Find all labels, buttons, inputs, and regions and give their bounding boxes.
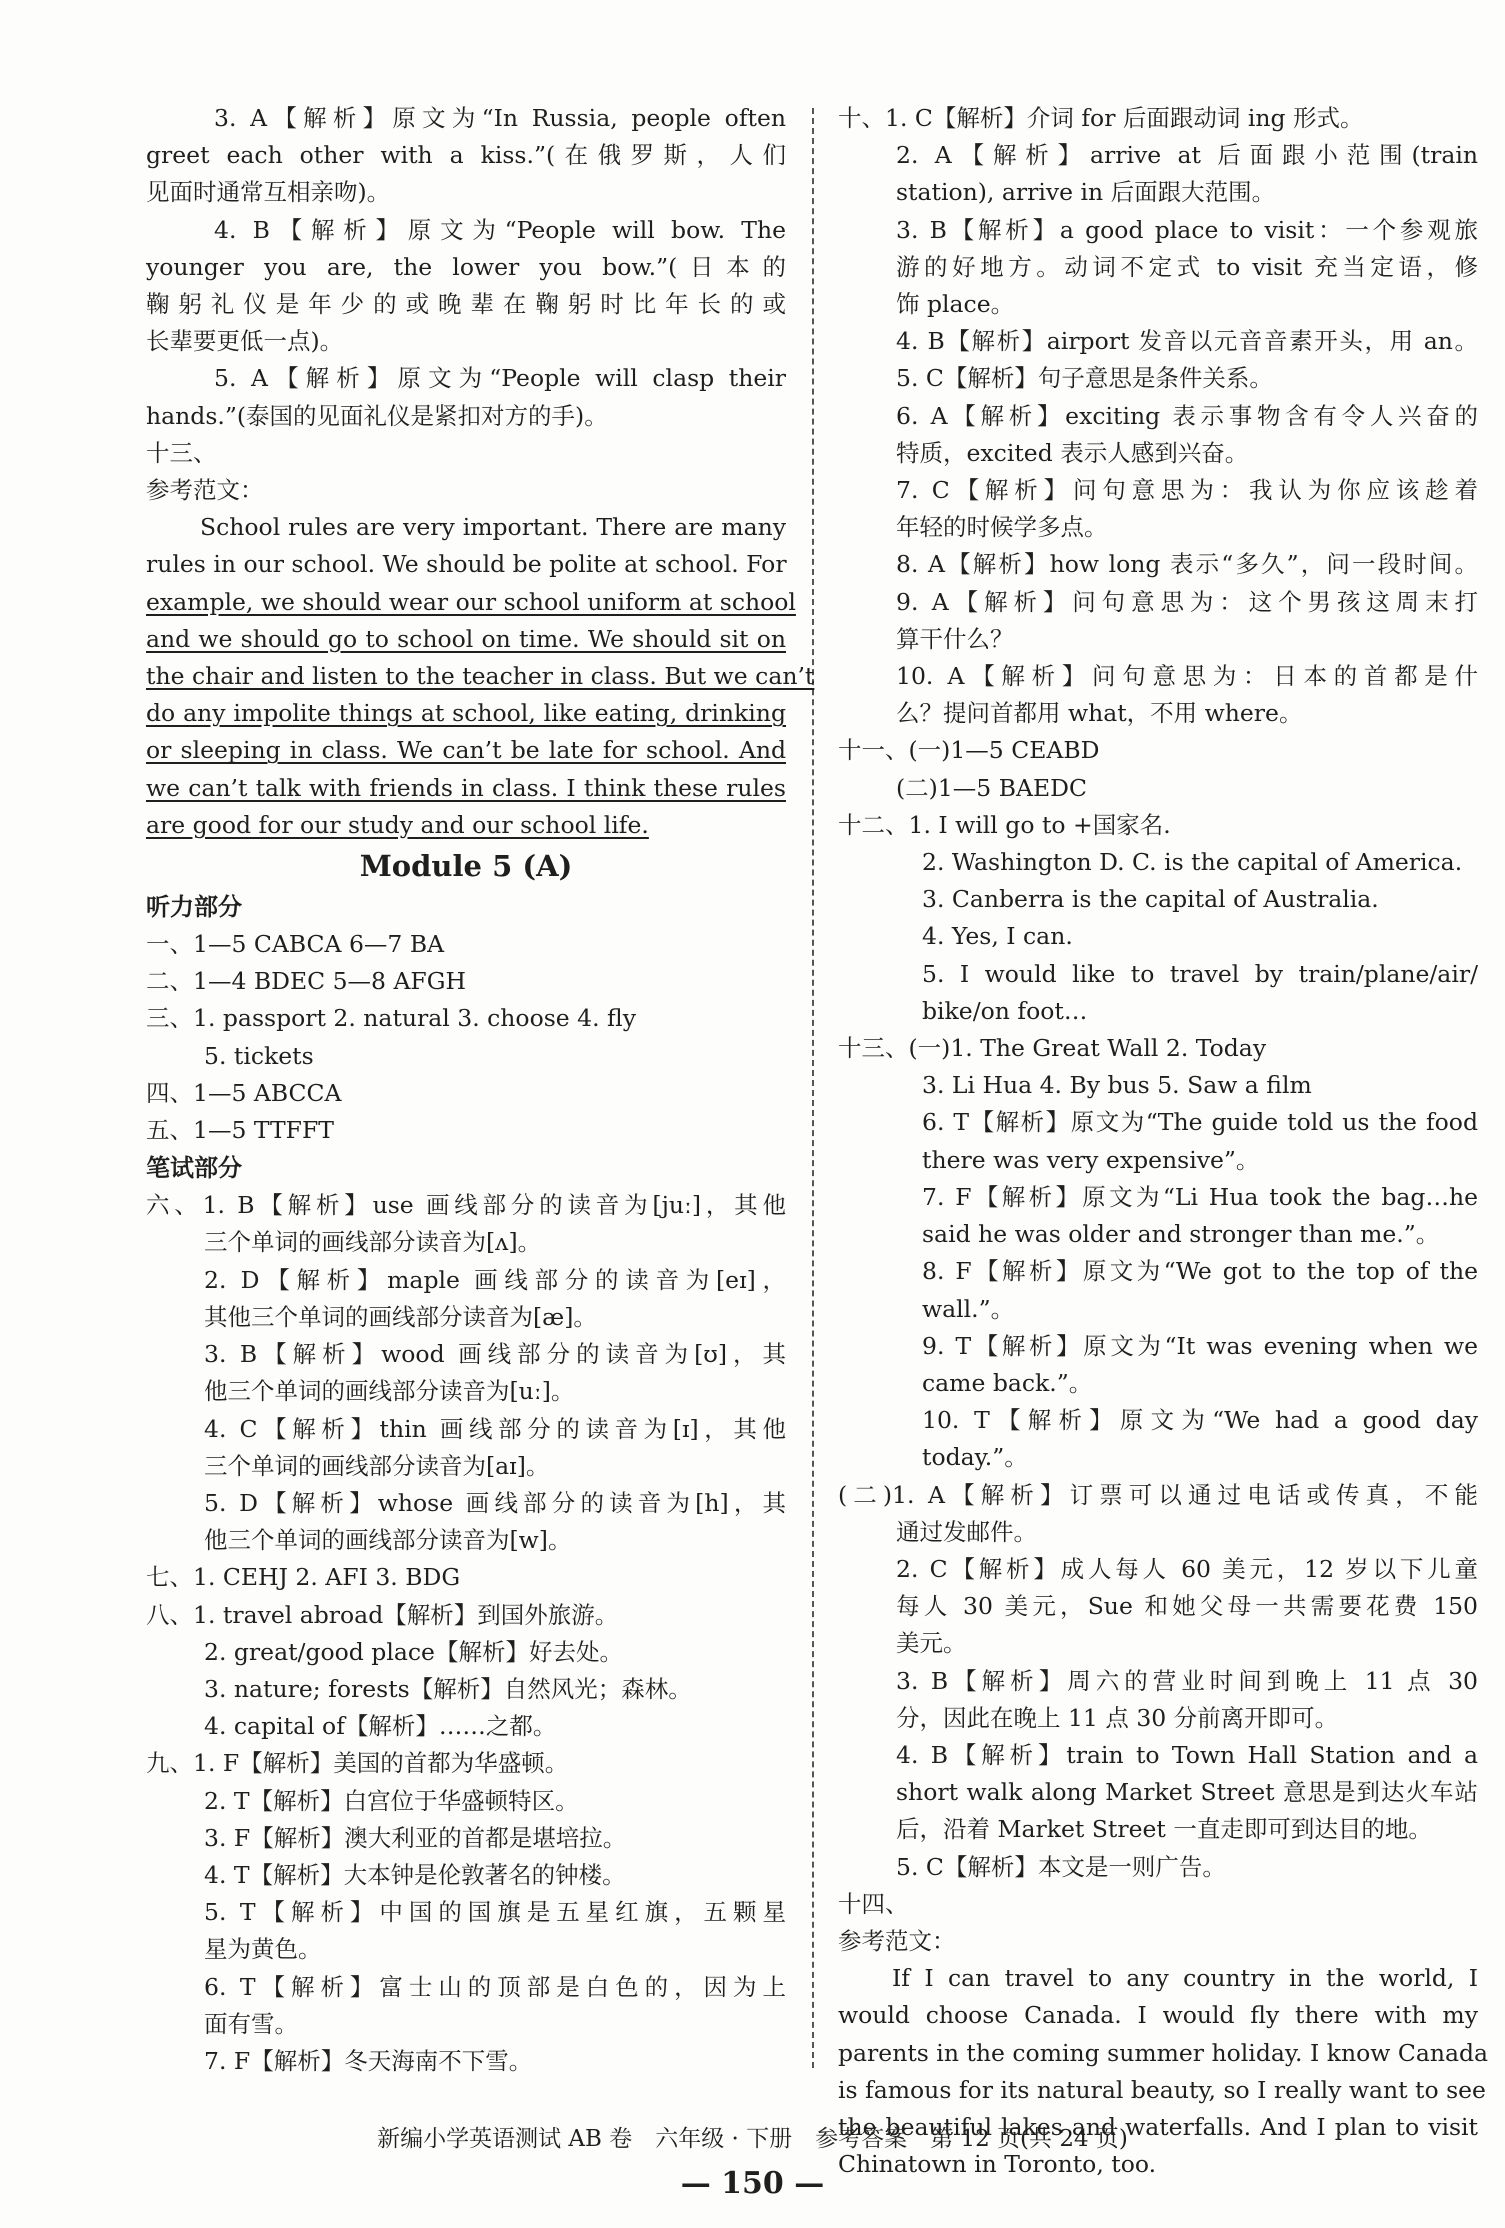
answer-line: 7. F【解析】原文为“Li Hua took the bag…he	[922, 1182, 1478, 1211]
answer-line: 5. D【解析】whose 画线部分的读音为[h]，其	[204, 1488, 786, 1517]
essay-line-underlined: the chair and listen to the teacher in class. But we can’t	[146, 662, 815, 691]
answer-line: 五、1—5 TTFFT	[146, 1116, 334, 1145]
section-heading-writing: 笔试部分	[146, 1154, 242, 1183]
essay-line: If I can travel to any country in the world, I	[892, 1964, 1478, 1993]
section-label: 十四、	[838, 1889, 909, 1918]
sample-essay-label: 参考范文：	[146, 476, 264, 505]
answer-line: 么？提问首都用 what，不用 where。	[896, 699, 1303, 728]
answer-line: 6. A【解析】exciting 表示事物含有令人兴奋的	[896, 401, 1478, 430]
answer-line: 年轻的时候学多点。	[896, 513, 1108, 542]
answer-line: short walk along Market Street 意思是到达火车站	[896, 1778, 1478, 1807]
answer-line: 三、1. passport 2. natural 3. choose 4. fly	[146, 1004, 637, 1033]
answer-line: 2. Washington D. C. is the capital of America.	[922, 848, 1463, 877]
answer-line: said he was older and stronger than me.”。	[922, 1220, 1440, 1249]
answer-line: 4. capital of【解析】……之都。	[204, 1712, 557, 1741]
answer-line: 4. B【解析】train to Town Hall Station and a	[896, 1740, 1478, 1769]
answer-line: hands.”(泰国的见面礼仪是紧扣对方的手)。	[146, 401, 608, 430]
answer-line: 5. C【解析】句子意思是条件关系。	[896, 364, 1273, 393]
answer-line: 3. Canberra is the capital of Australia.	[922, 885, 1379, 914]
essay-line: would choose Canada. I would fly there with my	[838, 2001, 1478, 2030]
answer-line: 3. B【解析】a good place to visit：一个参观旅	[896, 215, 1478, 244]
answer-line: 2. great/good place【解析】好去处。	[204, 1637, 623, 1666]
answer-line: 长辈要更低一点)。	[146, 327, 344, 356]
essay-line: the beautiful lakes and waterfalls. And I plan to visit	[838, 2112, 1478, 2141]
answer-line: 游的好地方。动词不定式 to visit 充当定语，修	[896, 252, 1478, 281]
essay-line: is famous for its natural beauty, so I really want to see	[838, 2075, 1486, 2104]
answer-line: 七、1. CEHJ 2. AFI 3. BDG	[146, 1563, 461, 1592]
section-label: 十三、	[146, 438, 217, 467]
answer-line: station), arrive in 后面跟大范围。	[896, 178, 1276, 207]
answer-line: 其他三个单词的画线部分读音为[æ]。	[204, 1302, 597, 1331]
essay-line-underlined: are good for our study and our school life.	[146, 810, 649, 839]
answer-line: 8. A【解析】how long 表示“多久”，问一段时间。	[896, 550, 1478, 579]
answer-line: 3. nature; forests【解析】自然风光；森林。	[204, 1674, 692, 1703]
right-column	[838, 100, 1489, 2183]
answer-line: (二)1—5 BAEDC	[896, 773, 1087, 802]
essay-line: School rules are very important. There are many	[200, 513, 786, 542]
answer-line: 六、1. B【解析】use 画线部分的读音为[juː]，其他	[146, 1191, 786, 1220]
answer-line: 5. A【解析】原文为“People will clasp their	[214, 364, 786, 393]
answer-line: 2. C【解析】成人每人 60 美元，12 岁以下儿童	[896, 1554, 1478, 1583]
answer-line: 4. T【解析】大本钟是伦敦著名的钟楼。	[204, 1860, 626, 1889]
answer-line: 8. F【解析】原文为“We got to the top of the	[922, 1257, 1478, 1286]
answer-line: came back.”。	[922, 1368, 1093, 1397]
answer-line: 3. A【解析】原文为“In Russia, people often	[214, 104, 786, 132]
answer-line: 后，沿着 Market Street 一直走即可到达目的地。	[896, 1815, 1432, 1844]
essay-line: rules in our school. We should be polite at school. For	[146, 550, 787, 579]
answer-line: 10. T【解析】原文为“We had a good day	[922, 1406, 1478, 1435]
answer-line: 鞠躬礼仪是年少的或晚辈在鞠躬时比年长的或	[146, 290, 786, 319]
answer-line: 2. T【解析】白宫位于华盛顿特区。	[204, 1786, 579, 1815]
answer-line: 三个单词的画线部分读音为[ʌ]。	[204, 1228, 542, 1257]
answer-line: 5. C【解析】本文是一则广告。	[896, 1852, 1226, 1881]
answer-line: 美元。	[896, 1629, 967, 1658]
answer-line: 9. T【解析】原文为“It was evening when we	[922, 1331, 1478, 1360]
answer-line: 四、1—5 ABCCA	[146, 1078, 342, 1107]
answer-line: 4. C【解析】thin 画线部分的读音为[ɪ]，其他	[204, 1414, 786, 1443]
answer-line: 5. tickets	[204, 1041, 314, 1070]
answer-line: 3. Li Hua 4. By bus 5. Saw a film	[922, 1071, 1312, 1100]
answer-line: 7. C【解析】问句意思为：我认为你应该趁着	[896, 476, 1478, 505]
answer-line: 饰 place。	[896, 290, 1015, 319]
page-footer: 新编小学英语测试 AB 卷 六年级 · 下册 参考答案 第 12 页(共 24 页)	[377, 2126, 1128, 2152]
answer-line: 9. A【解析】问句意思为：这个男孩这周末打	[896, 587, 1478, 616]
answer-line: 4. B【解析】airport 发音以元音音素开头，用 an。	[896, 327, 1478, 356]
answer-line: 二、1—4 BDEC 5—8 AFGH	[146, 967, 467, 996]
answer-line: 4. B【解析】原文为“People will bow. The	[214, 215, 786, 244]
answer-line: 2. A【解析】arrive at 后面跟小范围(train	[896, 141, 1478, 170]
answer-line: 3. B【解析】周六的营业时间到晚上 11 点 30	[896, 1666, 1478, 1695]
answer-line: 算干什么？	[896, 624, 1014, 653]
essay-line: Chinatown in Toronto, too.	[838, 2150, 1157, 2179]
answer-line: 特质，excited 表示人感到兴奋。	[896, 438, 1249, 467]
answer-line: 他三个单词的画线部分读音为[uː]。	[204, 1377, 575, 1406]
answer-line: 6. T【解析】原文为“The guide told us the food	[922, 1108, 1478, 1137]
answer-line: 十三、(一)1. The Great Wall 2. Today	[838, 1034, 1267, 1063]
answer-line: 10. A【解析】问句意思为：日本的首都是什	[896, 662, 1478, 691]
answer-line: 4. Yes, I can.	[922, 922, 1073, 951]
column-divider	[812, 108, 814, 2068]
answer-line: greet each other with a kiss.”(在俄罗斯，人们	[146, 141, 786, 170]
page-number: — 150 —	[680, 2166, 825, 2201]
answer-line: 3. B【解析】wood 画线部分的读音为[ʊ]，其	[204, 1340, 786, 1369]
answer-line: 八、1. travel abroad【解析】到国外旅游。	[146, 1600, 619, 1629]
essay-line-underlined: do any impolite things at school, like eating, drinking	[146, 699, 786, 728]
answer-line: bike/on foot…	[922, 996, 1088, 1025]
answer-line: 分，因此在晚上 11 点 30 分前离开即可。	[896, 1703, 1339, 1732]
essay-line: parents in the coming summer holiday. I know Canada	[838, 2038, 1489, 2067]
answer-line: wall.”。	[922, 1294, 1015, 1323]
answer-line: 见面时通常互相亲吻)。	[146, 178, 391, 207]
answer-line: 7. F【解析】冬天海南不下雪。	[204, 2046, 533, 2075]
answer-line: 三个单词的画线部分读音为[aɪ]。	[204, 1451, 550, 1480]
answer-line: there was very expensive”。	[922, 1145, 1260, 1174]
answer-line: 九、1. F【解析】美国的首都为华盛顿。	[146, 1749, 569, 1778]
essay-line-underlined: we can’t talk with friends in class. I think these rules	[146, 773, 786, 802]
answer-line: 十、1. C【解析】介词 for 后面跟动词 ing 形式。	[838, 104, 1364, 132]
answer-line: 星为黄色。	[204, 1935, 322, 1964]
essay-line-underlined: or sleeping in class. We can’t be late for school. And	[146, 736, 786, 765]
answer-line: 3. F【解析】澳大利亚的首都是堪培拉。	[204, 1823, 627, 1852]
essay-line-underlined: example, we should wear our school uniform at school	[146, 587, 796, 616]
answer-line: 他三个单词的画线部分读音为[w]。	[204, 1526, 572, 1555]
answer-line: 通过发邮件。	[896, 1517, 1037, 1546]
module-title: Module 5 (A)	[359, 849, 573, 884]
answer-line: 十一、(一)1—5 CEABD	[838, 736, 1100, 765]
answer-line: 十二、1. I will go to +国家名.	[838, 810, 1171, 839]
answer-line: 6. T【解析】富士山的顶部是白色的，因为上	[204, 1972, 786, 2001]
answer-line: 5. T【解析】中国的国旗是五星红旗，五颗星	[204, 1898, 786, 1927]
left-column	[146, 100, 815, 2080]
answer-line: 2. D【解析】maple 画线部分的读音为[eɪ]，	[204, 1265, 786, 1294]
sample-essay-label: 参考范文：	[838, 1926, 956, 1955]
answer-line: 面有雪。	[204, 2009, 298, 2038]
answer-line: 一、1—5 CABCA 6—7 BA	[146, 930, 445, 959]
answer-line: 每人 30 美元，Sue 和她父母一共需要花费 150	[896, 1592, 1478, 1621]
answer-line: today.”。	[922, 1443, 1028, 1472]
answer-line: 5. I would like to travel by train/plane/air/	[922, 959, 1478, 988]
answer-line: (二)1. A【解析】订票可以通过电话或传真，不能	[838, 1480, 1478, 1509]
answer-line: younger you are, the lower you bow.”(日本的	[146, 252, 786, 281]
essay-line-underlined: and we should go to school on time. We should sit on	[146, 624, 786, 653]
section-heading-listening: 听力部分	[146, 893, 242, 922]
